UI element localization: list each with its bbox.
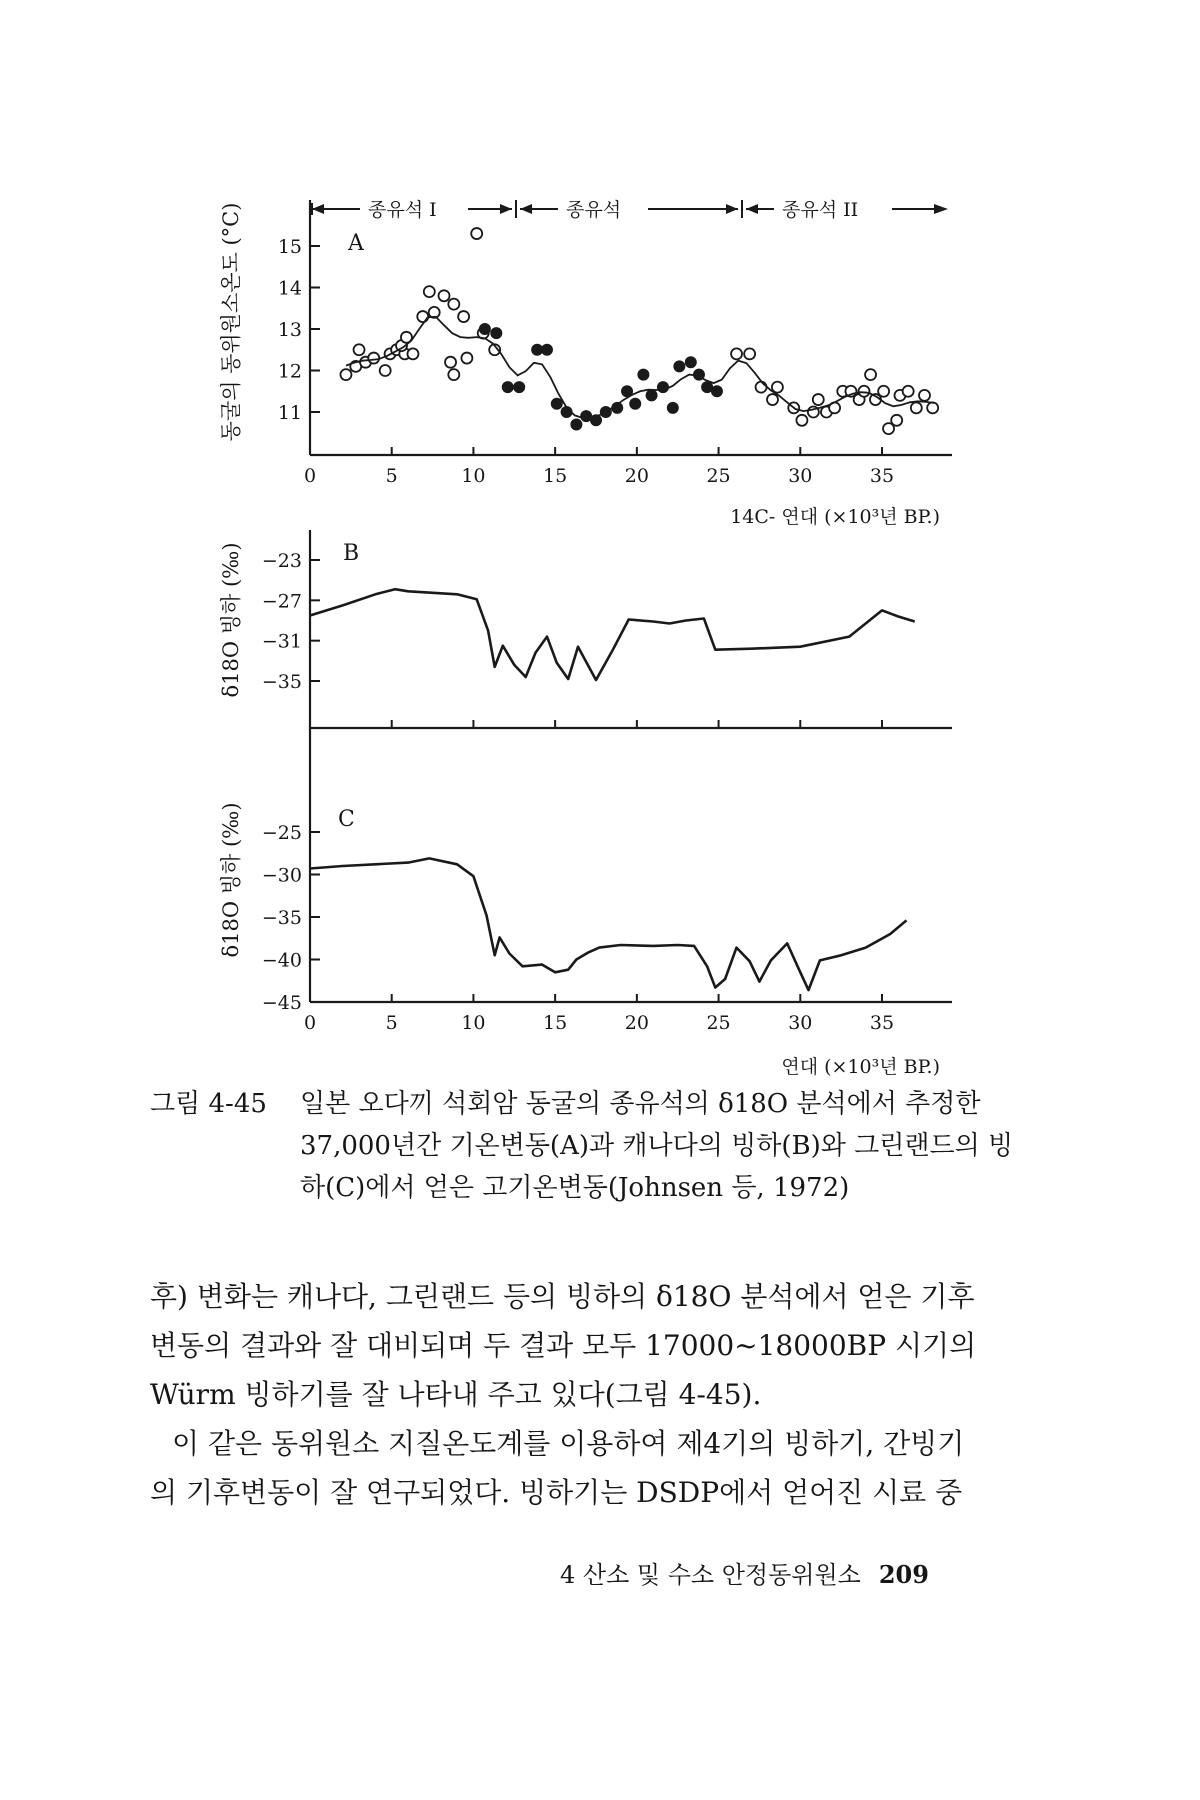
y-tick-label: −25 (261, 822, 302, 844)
filled-data-point (667, 402, 678, 413)
filled-data-point (685, 357, 696, 368)
open-data-point (772, 382, 783, 393)
y-tick-label: −30 (261, 864, 302, 887)
open-data-point (878, 386, 889, 397)
y-tick-label: −31 (261, 630, 302, 653)
filled-data-point (571, 419, 582, 430)
filled-data-point (638, 369, 649, 380)
y-tick-label: 14 (277, 277, 302, 300)
filled-data-point (551, 398, 562, 409)
x-tick-label: 10 (461, 465, 486, 487)
paragraph-1-line-2: 변동의 결과와 잘 대비되며 두 결과 모두 17000~18000BP 시기의 (150, 1329, 977, 1362)
open-data-point (439, 290, 450, 301)
x-tick-label: 0 (303, 465, 317, 487)
open-data-point (380, 365, 391, 376)
y-tick-label: 15 (277, 236, 302, 258)
panel-a-cave-temperature (219, 199, 952, 528)
open-data-point (448, 369, 459, 380)
open-data-point (417, 311, 428, 322)
open-data-point (859, 386, 870, 397)
caption-line-3: 하(C)에서 얻은 고기온변동(Johnsen 등, 1972) (300, 1173, 850, 1203)
paragraph-2-line-2: 의 기후변동이 잘 연구되었다. 빙하기는 DSDP에서 얻어진 시료 중 (150, 1476, 963, 1509)
open-data-point (903, 386, 914, 397)
open-data-point (813, 394, 824, 405)
panel-c-marks (310, 858, 907, 990)
panel-a-axes (278, 200, 952, 487)
period-label-1: 종유석 I (368, 199, 437, 221)
open-data-point (756, 382, 767, 393)
open-data-point (471, 228, 482, 239)
x-tick-label: 15 (543, 1012, 568, 1034)
paragraph-1 (150, 1272, 1050, 1419)
page-number: 209 (878, 1560, 929, 1589)
x-tick-label: 25 (706, 1012, 731, 1034)
y-tick-label: −27 (261, 590, 302, 613)
y-tick-label: 11 (277, 402, 302, 424)
x-tick-label: 0 (303, 1012, 317, 1034)
x-tick-label: 35 (869, 465, 895, 487)
open-data-point (461, 353, 472, 364)
filled-data-point (479, 324, 490, 335)
panel-a-marks (340, 228, 938, 434)
open-data-point (448, 299, 459, 310)
panel-c-ylabel: δ18O 빙하 (‰) (219, 802, 243, 958)
open-data-point (927, 402, 938, 413)
filled-data-point (491, 328, 502, 339)
body-text (150, 1272, 1050, 1517)
y-tick-label: −40 (261, 949, 302, 972)
filled-data-point (658, 382, 669, 393)
panel-a-xlabel: 14C- 연대 (×10³년 BP.) (730, 506, 940, 528)
open-data-point (354, 344, 365, 355)
caption-number: 그림 4-45 (150, 1089, 267, 1119)
paragraph-2-line-1: 이 같은 동위원소 지질온도계를 이용하여 제4기의 빙하기, 간빙기 (172, 1427, 965, 1460)
canada-glacier-line (310, 589, 915, 680)
filled-data-point (541, 344, 552, 355)
open-data-point (424, 286, 435, 297)
x-tick-label: 10 (461, 1012, 486, 1034)
x-tick-label: 30 (788, 1012, 813, 1034)
paragraph-2-cont (150, 1468, 1050, 1517)
panel-a-label: A (348, 231, 364, 256)
open-data-point (865, 369, 876, 380)
x-tick-label: 30 (788, 465, 813, 487)
paragraph-1-line-1: 후) 변화는 캐나다, 그린랜드 등의 빙하의 δ18O 분석에서 얻은 기후 (150, 1280, 975, 1313)
open-data-point (407, 348, 418, 359)
caption-line-2: 37,000년간 기온변동(A)과 캐나다의 빙하(B)와 그린랜드의 빙 (300, 1131, 1014, 1161)
x-tick-label: 25 (706, 465, 731, 487)
panel-c-xlabel: 연대 (×10³년 BP.) (781, 1056, 940, 1078)
open-data-point (919, 390, 930, 401)
period-label-2: 종유석 (566, 199, 622, 221)
x-tick-label: 15 (543, 465, 568, 487)
open-data-point (911, 402, 922, 413)
y-tick-label: −35 (261, 671, 302, 693)
y-tick-label: −35 (261, 907, 302, 929)
y-tick-label: −45 (261, 992, 302, 1014)
x-tick-label: 20 (624, 1012, 649, 1034)
caption-line-1: 일본 오다끼 석회암 동굴의 종유석의 δ18O 분석에서 추정한 (300, 1089, 981, 1119)
open-data-point (744, 348, 755, 359)
panel-c-label: C (338, 807, 355, 832)
filled-data-point (630, 398, 641, 409)
panel-b-canada-glacier (219, 530, 952, 728)
paragraph-1-line-3: Würm 빙하기를 잘 나타내 주고 있다(그림 4-45). (150, 1378, 762, 1411)
y-tick-label: −23 (261, 550, 302, 572)
panel-a-ylabel: 동굴의 동위원소온도 (°C) (219, 202, 243, 442)
panel-b-label: B (343, 541, 360, 566)
filled-data-point (646, 390, 657, 401)
open-data-point (796, 415, 807, 426)
period-label-3: 종유석 II (782, 199, 859, 221)
page-footer (560, 1555, 929, 1590)
open-data-point (445, 357, 456, 368)
panel-c-greenland-glacier (219, 728, 952, 1078)
x-tick-label: 5 (385, 465, 398, 487)
panel-c-axes (262, 728, 952, 1034)
filled-data-point (711, 386, 722, 397)
footer-section: 4 산소 및 수소 안정동위원소 (560, 1561, 861, 1589)
open-data-point (767, 394, 778, 405)
filled-data-point (674, 361, 685, 372)
open-data-point (731, 348, 742, 359)
panel-a-period-bar (312, 199, 948, 221)
y-tick-label: 12 (277, 360, 302, 383)
open-data-point (891, 415, 902, 426)
filled-data-point (502, 382, 513, 393)
greenland-glacier-line (310, 858, 907, 990)
x-tick-label: 35 (869, 1012, 895, 1034)
paragraph-2 (150, 1419, 1050, 1468)
open-data-point (458, 311, 469, 322)
x-tick-label: 5 (385, 1012, 398, 1034)
open-data-point (368, 353, 379, 364)
panel-b-ylabel: δ18O 빙하 (‰) (219, 542, 243, 698)
x-tick-label: 20 (624, 465, 649, 487)
panel-b-axes (262, 530, 952, 728)
open-data-point (340, 369, 351, 380)
y-tick-label: 13 (277, 319, 302, 341)
panel-b-marks (310, 589, 915, 680)
filled-data-point (514, 382, 525, 393)
figure-caption (150, 1083, 1050, 1209)
